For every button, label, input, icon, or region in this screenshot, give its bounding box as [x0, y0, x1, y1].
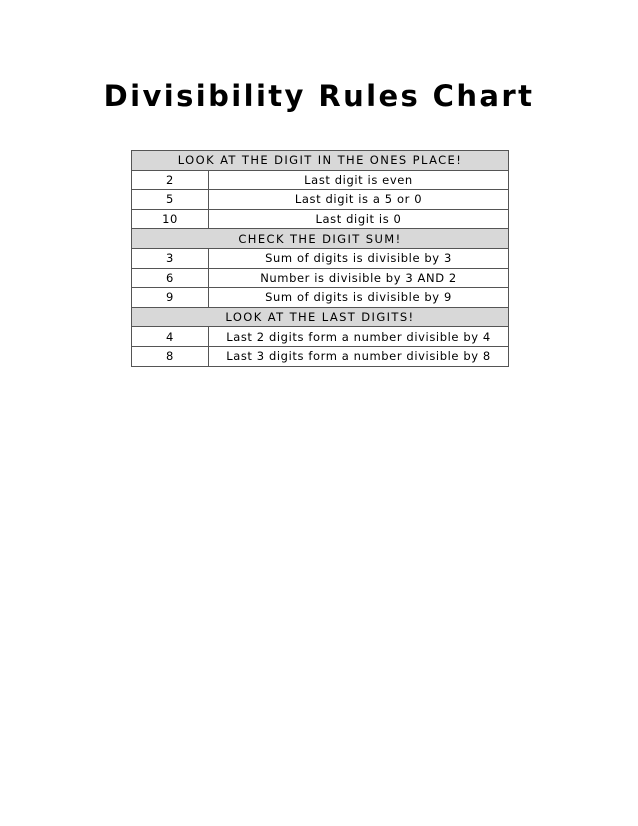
rule-cell: Last 2 digits form a number divisible by 4 [209, 327, 509, 347]
divisor-cell: 9 [132, 288, 209, 308]
divisor-cell: 4 [132, 327, 209, 347]
table-row [132, 190, 509, 210]
section-header-row [132, 229, 509, 249]
table-row [132, 268, 509, 288]
divisor-cell: 10 [132, 209, 209, 229]
rule-cell: Last 3 digits form a number divisible by 8 [209, 346, 509, 366]
table-row [132, 170, 509, 190]
divisor-cell: 8 [132, 346, 209, 366]
page-title: Divisibility Rules Chart [103, 79, 535, 113]
divisor-cell: 2 [132, 170, 209, 190]
rule-cell: Sum of digits is divisible by 3 [209, 248, 509, 268]
table-row [132, 346, 509, 366]
section-header-row [132, 307, 509, 327]
table-row [132, 209, 509, 229]
divisibility-rules-table [131, 150, 509, 367]
section-header-last-digits: LOOK AT THE LAST DIGITS! [132, 307, 509, 327]
section-header-row [132, 151, 509, 171]
rule-cell: Last digit is even [209, 170, 509, 190]
section-header-digit-sum: CHECK THE DIGIT SUM! [132, 229, 509, 249]
table-row [132, 327, 509, 347]
divisor-cell: 3 [132, 248, 209, 268]
rule-cell: Sum of digits is divisible by 9 [209, 288, 509, 308]
rule-cell: Number is divisible by 3 AND 2 [209, 268, 509, 288]
table-row [132, 248, 509, 268]
divisor-cell: 5 [132, 190, 209, 210]
rule-cell: Last digit is a 5 or 0 [209, 190, 509, 210]
rule-cell: Last digit is 0 [209, 209, 509, 229]
table-row [132, 288, 509, 308]
section-header-ones-place: LOOK AT THE DIGIT IN THE ONES PLACE! [132, 151, 509, 171]
divisor-cell: 6 [132, 268, 209, 288]
